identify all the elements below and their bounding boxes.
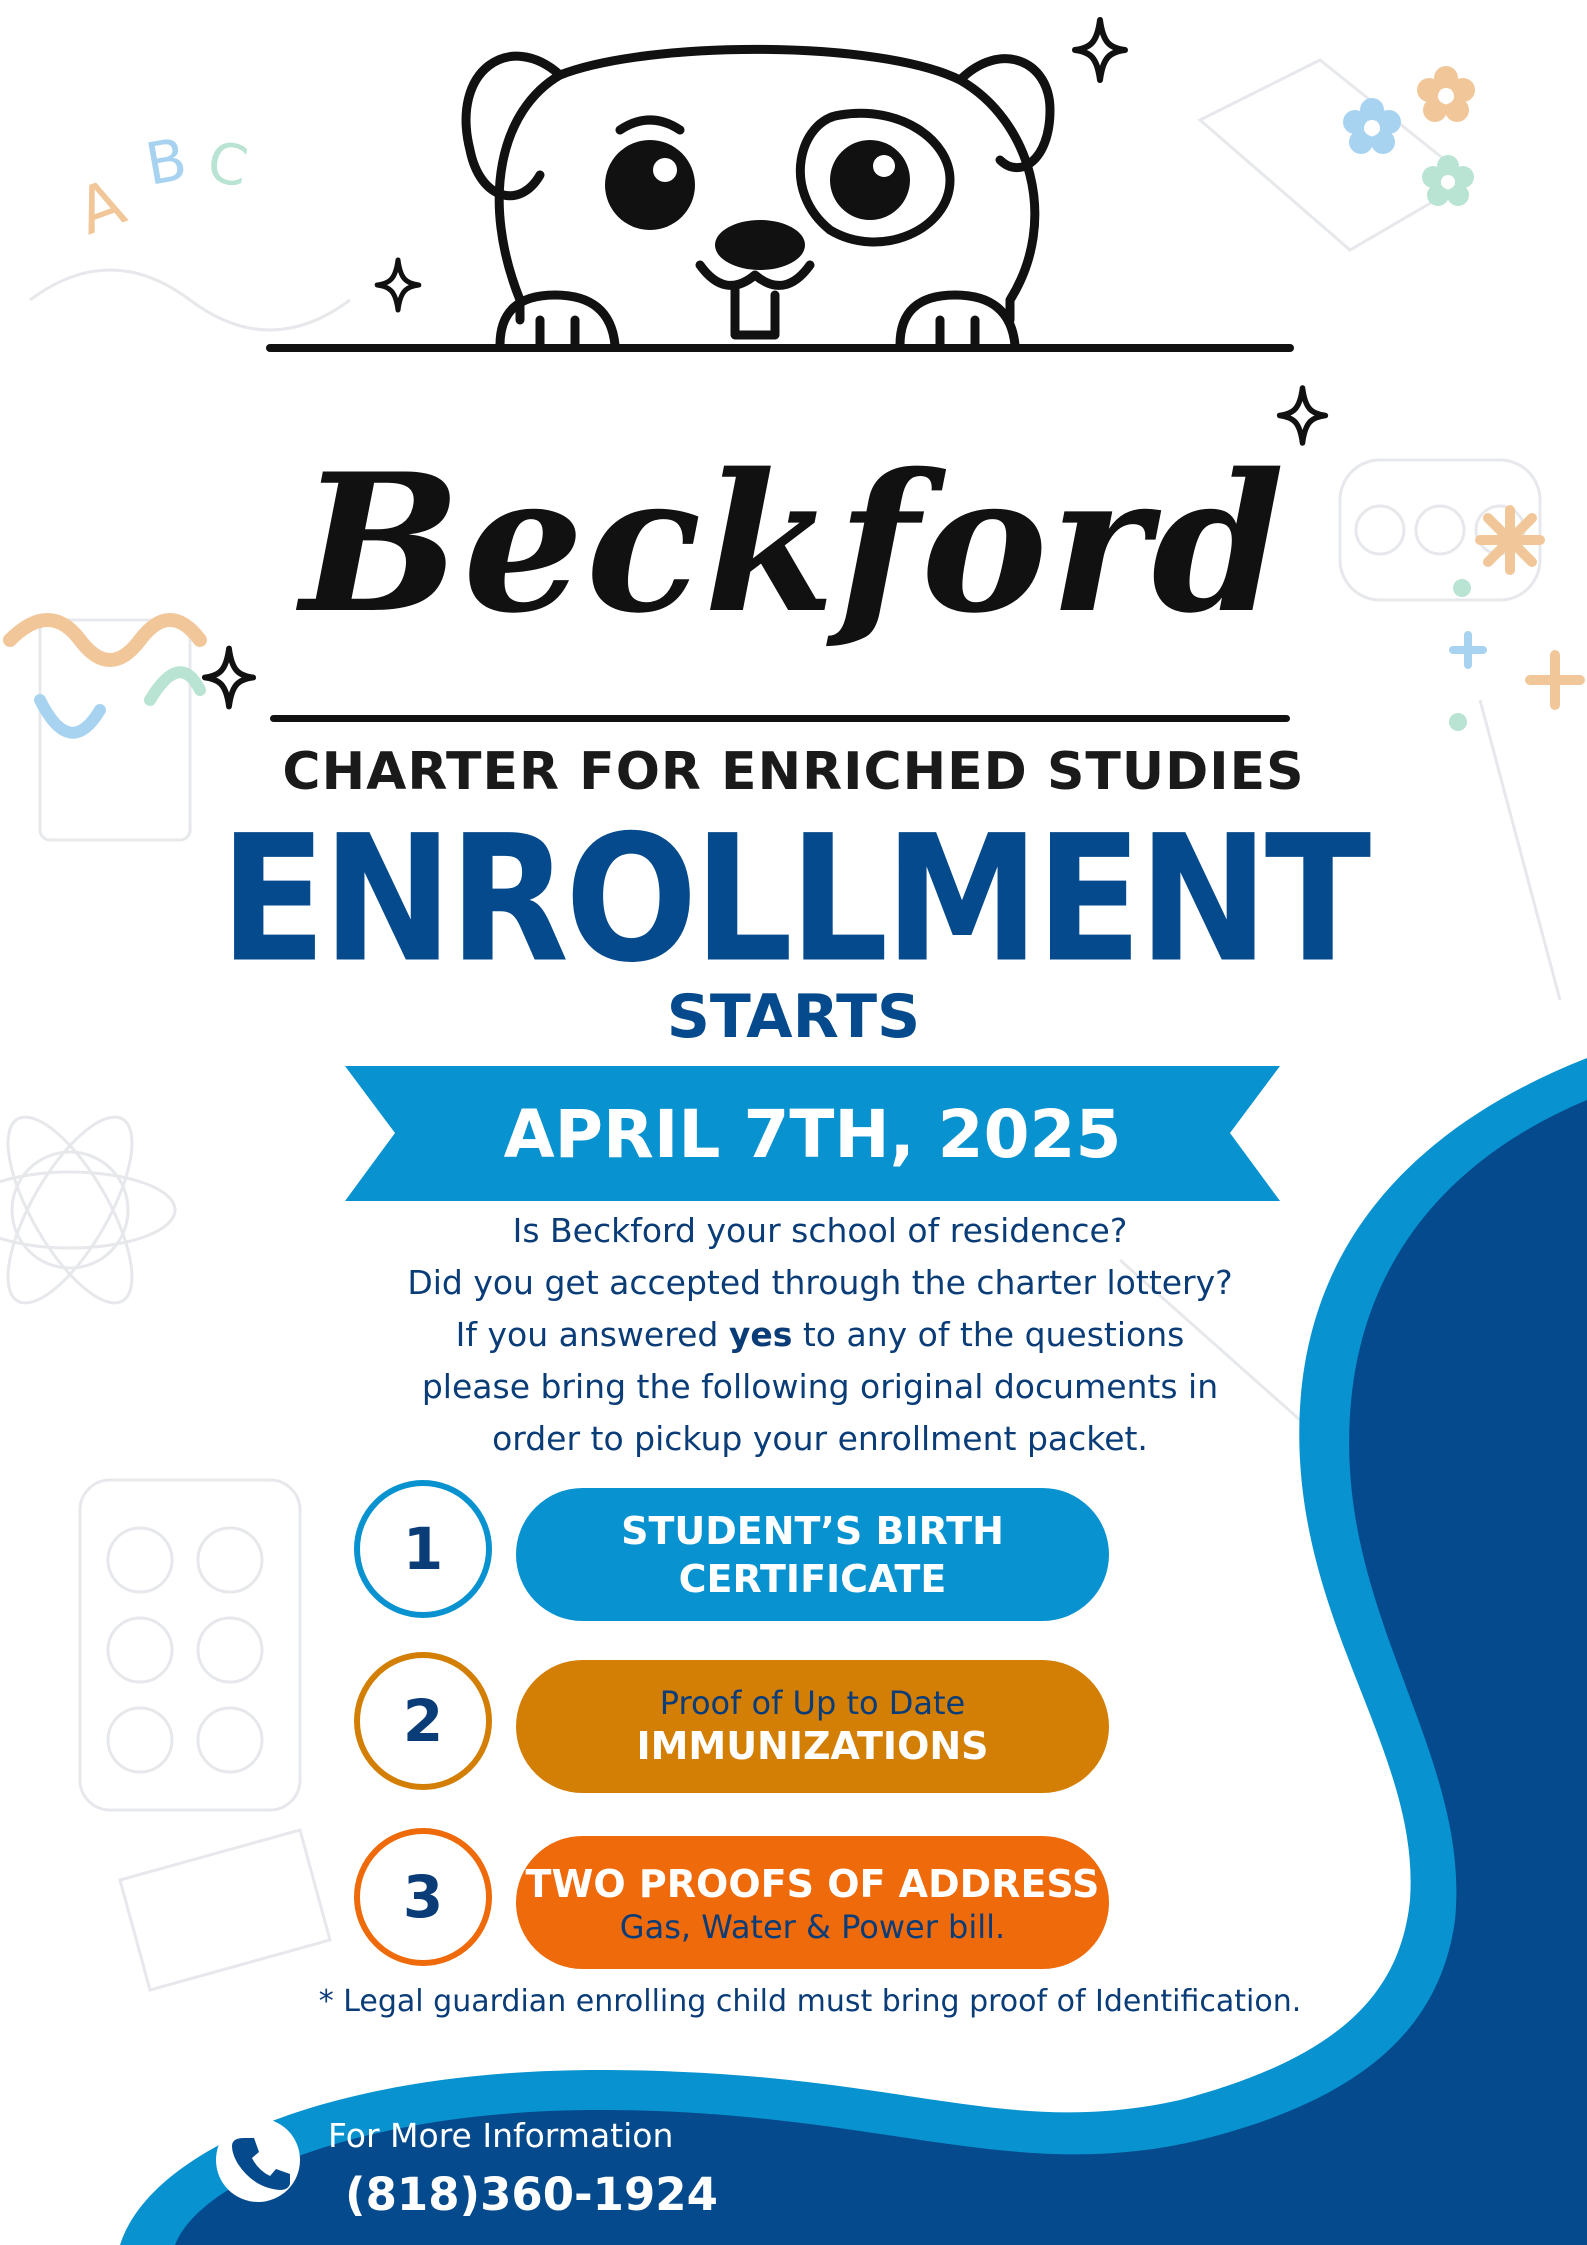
requirement-immunizations [516,1660,1109,1793]
sparkle-icon [1070,15,1130,85]
sparkle-icon [373,250,423,320]
requirement-number: 1 [354,1480,492,1618]
intro-line: Is Beckford your school of residence? [512,1211,1128,1250]
requirement-title: TWO PROOFS OF ADDRESS [525,1861,1100,1906]
divider-line [270,715,1290,722]
enrollment-date: APRIL 7TH, 2025 [503,1096,1122,1173]
guardian-note: * Legal guardian enrolling child must bring proof of Identification. [318,1984,1302,2019]
svg-text:B: B [140,124,192,199]
requirement-birth-certificate [516,1488,1109,1621]
requirement-proof-of-address [516,1836,1109,1969]
flower-icon [1343,66,1475,206]
phone-icon [216,2118,300,2202]
emphasis-yes: yes [728,1315,793,1354]
requirement-title: IMMUNIZATIONS [636,1723,989,1768]
intro-line: please bring the following original documents in [421,1367,1219,1406]
requirement-title: STUDENT’S BIRTH [621,1508,1004,1553]
requirement-number: 3 [354,1828,492,1966]
headline-subtitle: STARTS [666,982,921,1052]
requirement-number: 2 [354,1652,492,1790]
requirement-detail: Proof of Up to Date [659,1683,966,1722]
intro-line: Did you get accepted through the charter lottery? [407,1263,1233,1302]
requirement-title: CERTIFICATE [678,1556,947,1601]
svg-text:C: C [202,129,253,201]
contact-label: For More Information [328,2116,674,2155]
school-name: Beckford [300,432,1287,655]
intro-line: If you answered yes to any of the questions [455,1315,1185,1354]
puppy-mascot-illustration [250,15,1310,395]
school-subtitle: CHARTER FOR ENRICHED STUDIES [282,742,1305,802]
requirement-detail: Gas, Water & Power bill. [619,1907,1006,1946]
contact-phone: (818)360-1924 [345,2168,718,2221]
intro-line: order to pickup your enrollment packet. [492,1419,1148,1458]
headline-title: ENROLLMENT [219,797,1368,1001]
intro-text [250,1205,1390,1465]
svg-text:A: A [68,165,135,251]
